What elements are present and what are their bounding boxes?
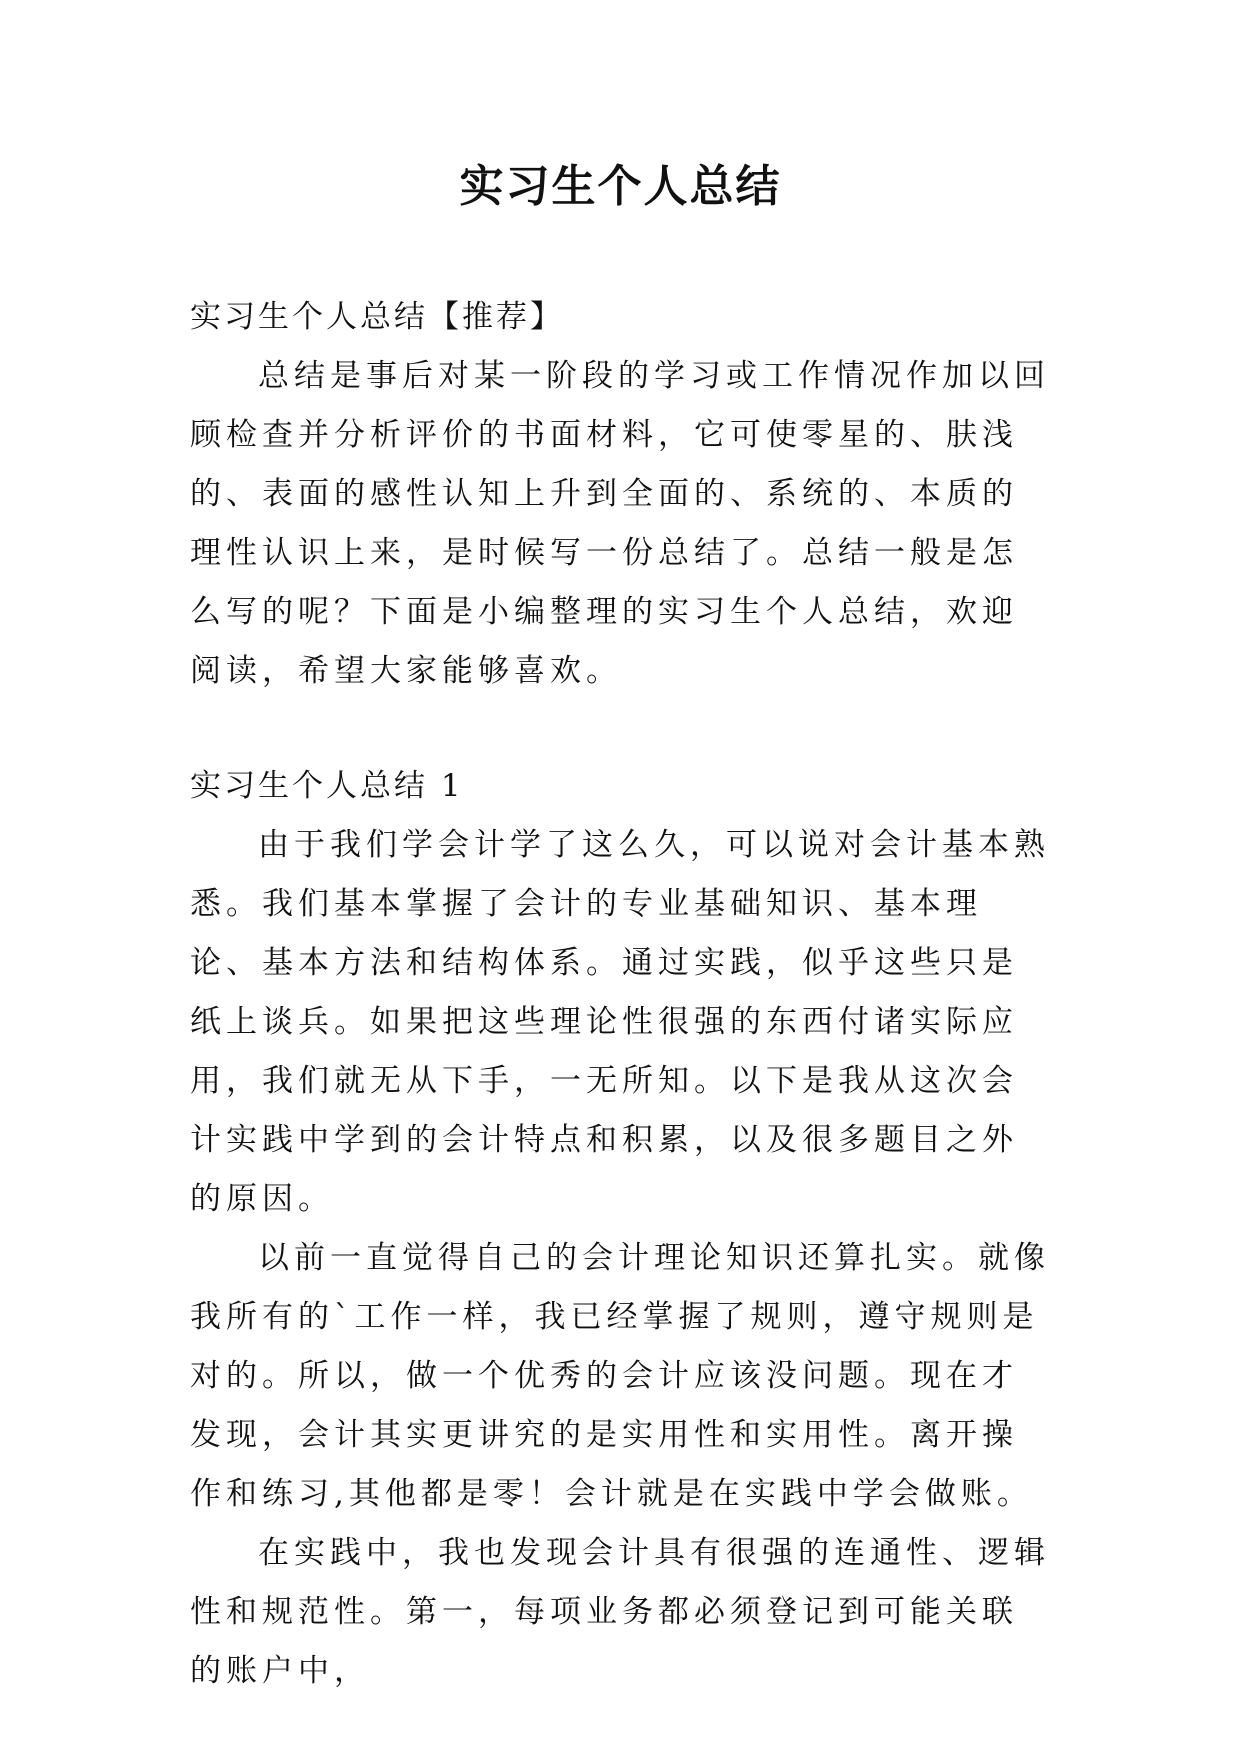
- section-1-body: [190, 816, 1050, 1701]
- section-1-heading: 实习生个人总结 1: [190, 768, 464, 804]
- section-1-paragraph-2: 以前一直觉得自己的会计理论知识还算扎实。就像我所有的`工作一样，我已经掌握了规则，遵守规则是对的。所以，做一个优秀的会计应该没问题。现在才发现，会计其实更讲究的是实用性和实用性。离开操作和练习,其他都是零！会计就是在实践中学会做账。: [190, 1240, 1050, 1512]
- section-1-paragraph-3: 在实践中，我也发现会计具有很强的连通性、逻辑性和规范性。第一，每项业务都必须登记到可能关联的账户中，: [190, 1535, 1050, 1689]
- document-title: 实习生个人总结: [459, 161, 782, 212]
- intro-paragraph: 总结是事后对某一阶段的学习或工作情况作加以回顾检查并分析评价的书面材料，它可使零星的、肤浅的、表面的感性认知上升到全面的、系统的、本质的理性认识上来，是时候写一份总结了。总结一般是怎么写的呢？下面是小编整理的实习生个人总结，欢迎阅读，希望大家能够喜欢。: [190, 358, 1050, 689]
- recommend-heading: 实习生个人总结【推荐】: [190, 299, 564, 335]
- intro-block: [190, 347, 1050, 701]
- section-1-paragraph-1: 由于我们学会计学了这么久，可以说对会计基本熟悉。我们基本掌握了会计的专业基础知识、基本理论、基本方法和结构体系。通过实践，似乎这些只是纸上谈兵。如果把这些理论性很强的东西付诸实际应用，我们就无从下手，一无所知。以下是我从这次会计实践中学到的会计特点和积累，以及很多题目之外的原因。: [190, 827, 1050, 1217]
